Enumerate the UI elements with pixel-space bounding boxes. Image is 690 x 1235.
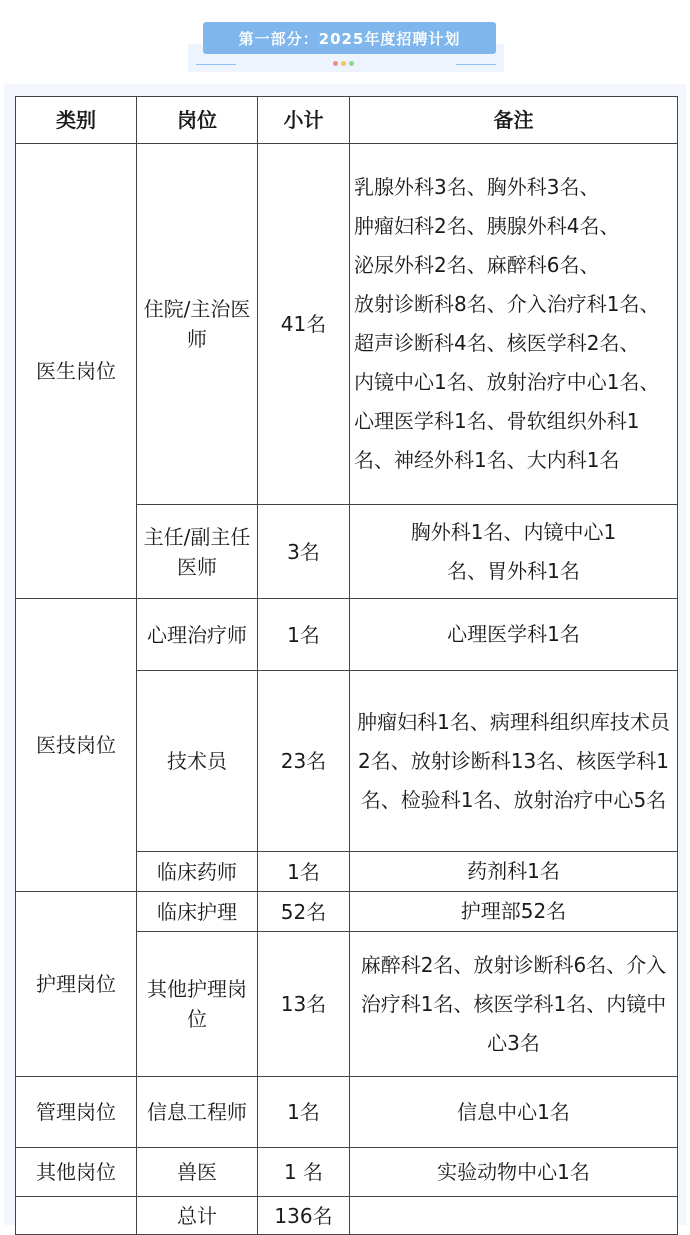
category-cell: 其他岗位	[16, 1148, 137, 1197]
table-row	[16, 1148, 678, 1197]
count-cell: 23名	[258, 671, 350, 852]
position-cell: 技术员	[137, 671, 258, 852]
count-cell: 1名	[258, 599, 350, 671]
position-cell: 信息工程师	[137, 1077, 258, 1148]
count-cell: 1名	[258, 1077, 350, 1148]
count-cell: 41名	[258, 144, 350, 505]
note-cell: 肿瘤妇科1名、病理科组织库技术员2名、放射诊断科13名、核医学科1名、检验科1名、放射治疗中心5名	[350, 671, 678, 852]
note-line: 泌尿外科2名、麻醉科6名、	[354, 253, 600, 277]
note-cell: 信息中心1名	[350, 1077, 678, 1148]
category-cell	[16, 1197, 137, 1235]
total-count: 136名	[258, 1197, 350, 1235]
position-cell: 心理治疗师	[137, 599, 258, 671]
position-cell: 其他护理岗位	[137, 932, 258, 1077]
table-row	[16, 144, 678, 505]
dot-green	[349, 61, 354, 66]
note-cell: 护理部52名	[350, 892, 678, 932]
note-line: 放射诊断科8名、介入治疗科1名、	[354, 292, 660, 316]
header-line-right	[456, 64, 496, 65]
position-cell: 兽医	[137, 1148, 258, 1197]
column-header-count: 小计	[258, 97, 350, 144]
note-cell: 药剂科1名	[350, 852, 678, 892]
table-row	[16, 892, 678, 932]
note-line: 心理医学科1名、骨软组织外科1	[354, 409, 640, 433]
note-cell: 心理医学科1名	[350, 599, 678, 671]
count-cell: 1名	[258, 852, 350, 892]
position-cell: 主任/副主任医师	[137, 505, 258, 599]
note-cell: 麻醉科2名、放射诊断科6名、介入治疗科1名、核医学科1名、内镜中心3名	[350, 932, 678, 1077]
count-cell: 13名	[258, 932, 350, 1077]
count-cell: 52名	[258, 892, 350, 932]
note-line: 内镜中心1名、放射治疗中心1名、	[354, 370, 660, 394]
count-cell: 3名	[258, 505, 350, 599]
table-header-row	[16, 97, 678, 144]
dot-red	[333, 61, 338, 66]
header-dots	[333, 61, 354, 66]
column-header-note: 备注	[350, 97, 678, 144]
count-cell: 1 名	[258, 1148, 350, 1197]
section-title: 第一部分：2025年度招聘计划	[203, 22, 496, 54]
note-cell	[350, 144, 678, 505]
column-header-category: 类别	[16, 97, 137, 144]
category-cell: 医技岗位	[16, 599, 137, 892]
note-cell: 实验动物中心1名	[350, 1148, 678, 1197]
position-cell: 住院/主治医师	[137, 144, 258, 505]
recruitment-table	[15, 96, 678, 1235]
column-header-position: 岗位	[137, 97, 258, 144]
position-cell: 临床药师	[137, 852, 258, 892]
header-line-left	[196, 64, 236, 65]
note-line: 名、神经外科1名、大内科1名	[354, 448, 620, 472]
note-cell: 胸外科1名、内镜中心1名、胃外科1名	[350, 505, 678, 599]
table-row	[16, 599, 678, 671]
note-line: 超声诊断科4名、核医学科2名、	[354, 331, 640, 355]
note-line: 肿瘤妇科2名、胰腺外科4名、	[354, 214, 620, 238]
note-cell	[350, 1197, 678, 1235]
total-label: 总计	[137, 1197, 258, 1235]
note-line: 乳腺外科3名、胸外科3名、	[354, 175, 600, 199]
total-row	[16, 1197, 678, 1235]
category-cell: 医生岗位	[16, 144, 137, 599]
position-cell: 临床护理	[137, 892, 258, 932]
category-cell: 管理岗位	[16, 1077, 137, 1148]
dot-yellow	[341, 61, 346, 66]
category-cell: 护理岗位	[16, 892, 137, 1077]
table-row	[16, 1077, 678, 1148]
